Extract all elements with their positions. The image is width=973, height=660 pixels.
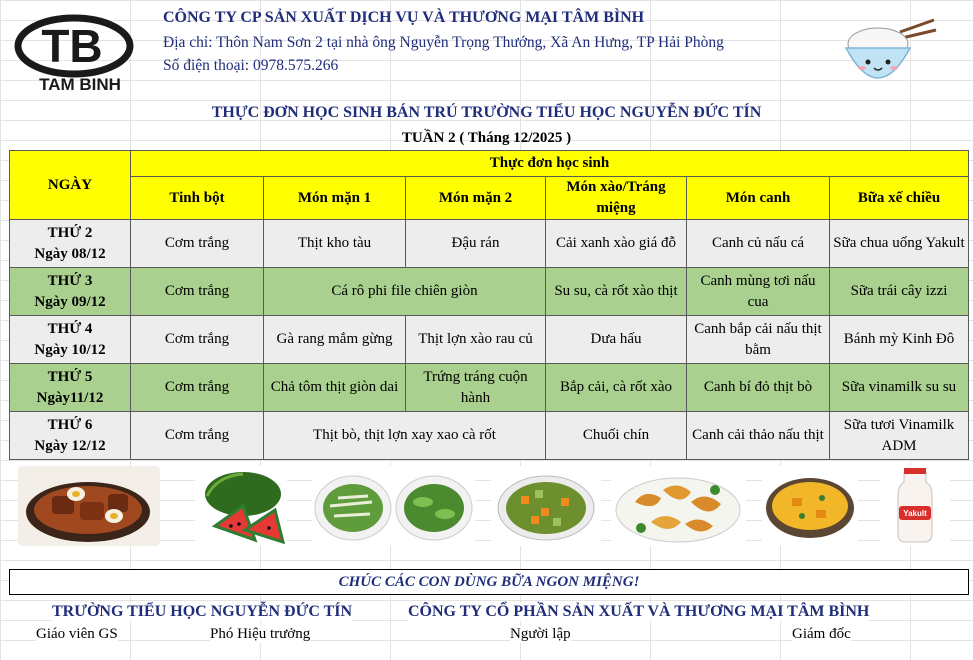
company-phone: Số điện thoại: 0978.575.266: [163, 57, 339, 74]
day-name: THỨ 5: [47, 368, 93, 385]
table-row: [10, 316, 969, 364]
main2-cell: Trứng tráng cuộn hành: [406, 364, 546, 412]
pumpkin-soup-icon: [762, 466, 858, 546]
main1-cell: Chả tôm thịt giòn dai: [264, 364, 406, 412]
fried-fish-icon: [611, 466, 746, 546]
table-row: [10, 364, 969, 412]
snack-cell: Sữa vinamilk su su: [830, 364, 969, 412]
day-cell: [10, 364, 131, 412]
stirfry-cell: Su su, cà rốt xào thịt: [546, 268, 687, 316]
stir-fried-greens-icon: [312, 466, 394, 546]
stirfry-cell: Bắp cải, cà rốt xào: [546, 364, 687, 412]
main1-cell: Thịt kho tàu: [264, 220, 406, 268]
day-name: THỨ 2: [47, 224, 93, 241]
column-header-snack: Bữa xế chiều: [830, 177, 969, 220]
day-date: Ngày11/12: [36, 389, 104, 406]
yakult-label: Yakult: [903, 509, 927, 518]
menu-table: [9, 150, 969, 460]
column-header-main2: Món mặn 2: [406, 177, 546, 220]
snack-cell: Sữa tươi Vinamilk ADM: [830, 412, 969, 460]
snack-cell: Bánh mỳ Kinh Đô: [830, 316, 969, 364]
soup-cell: Canh bắp cải nấu thịt bằm: [687, 316, 830, 364]
stir-fried-chayote-carrot-icon: [491, 466, 601, 546]
soup-cell: Canh củ nấu cá: [687, 220, 830, 268]
main2-cell: Thịt lợn xào rau củ: [406, 316, 546, 364]
rice-bowl-icon: [838, 18, 938, 88]
starch-cell: Cơm trắng: [131, 220, 264, 268]
stir-fried-vegetables-icon: [393, 466, 475, 546]
table-row: [10, 412, 969, 460]
main-merged-cell: Cá rô phi file chiên giòn: [264, 268, 546, 316]
starch-cell: Cơm trắng: [131, 268, 264, 316]
day-name: THỨ 3: [47, 272, 93, 289]
day-date: Ngày 12/12: [34, 437, 106, 454]
school-name: TRƯỜNG TIỂU HỌC NGUYỄN ĐỨC TÍN: [52, 603, 353, 620]
week-title: TUẦN 2 ( Tháng 12/2025 ): [401, 130, 572, 146]
snack-cell: Sữa trái cây izzi: [830, 268, 969, 316]
creator-signature-label: Người lập: [510, 626, 571, 642]
day-cell: [10, 220, 131, 268]
snack-cell: Sữa chua uống Yakult: [830, 220, 969, 268]
vice-principal-signature-label: Phó Hiệu trưởng: [210, 626, 311, 642]
column-header-stirfry: Món xào/Tráng miệng: [546, 177, 687, 220]
main2-cell: Đậu rán: [406, 220, 546, 268]
table-row: [10, 268, 969, 316]
main1-cell: Gà rang mắm gừng: [264, 316, 406, 364]
teacher-signature-label: Giáo viên GS: [36, 626, 118, 642]
day-cell: [10, 412, 131, 460]
starch-cell: Cơm trắng: [131, 364, 264, 412]
day-cell: [10, 268, 131, 316]
day-date: Ngày 10/12: [34, 341, 106, 358]
yakult-bottle-icon: [880, 466, 950, 546]
day-cell: [10, 316, 131, 364]
company-signature-name: CÔNG TY CỔ PHẦN SẢN XUẤT VÀ THƯƠNG MẠI TÂM BÌNH: [408, 603, 870, 620]
stirfry-cell: Cải xanh xào giá đỗ: [546, 220, 687, 268]
company-name: CÔNG TY CP SẢN XUẤT DỊCH VỤ VÀ THƯƠNG MẠI TÂM BÌNH: [163, 9, 645, 26]
main-merged-cell: Thịt bò, thịt lợn xay xao cà rốt: [264, 412, 546, 460]
column-header-starch: Tinh bột: [131, 177, 264, 220]
closing-message: CHÚC CÁC CON DÙNG BỮA NGON MIỆNG!: [9, 569, 969, 595]
table-row: [10, 220, 969, 268]
day-name: THỨ 4: [47, 320, 93, 337]
soup-cell: Canh bí đỏ thịt bò: [687, 364, 830, 412]
company-address: Địa chỉ: Thôn Nam Sơn 2 tại nhà ông Nguyễn Trọng Thướng, Xã An Hưng, TP Hải Phòng: [163, 34, 724, 51]
logo-letters: TB: [41, 20, 103, 72]
column-header-main1: Món mặn 1: [264, 177, 406, 220]
starch-cell: Cơm trắng: [131, 412, 264, 460]
soup-cell: Canh mùng tơi nấu cua: [687, 268, 830, 316]
day-name: THỨ 6: [47, 416, 93, 433]
stirfry-cell: Chuối chín: [546, 412, 687, 460]
menu-title: THỰC ĐƠN HỌC SINH BÁN TRÚ TRƯỜNG TIỂU HỌC NGUYỄN ĐỨC TÍN: [211, 104, 762, 121]
watermelon-icon: [195, 466, 287, 546]
menu-group-header: Thực đơn học sinh: [131, 151, 969, 177]
stirfry-cell: Dưa hấu: [546, 316, 687, 364]
day-date: Ngày 08/12: [34, 245, 106, 262]
soup-cell: Canh cải thảo nấu thịt: [687, 412, 830, 460]
day-header: NGÀY: [10, 151, 131, 220]
logo-text: TAM BINH: [39, 75, 121, 94]
company-logo: [12, 10, 152, 95]
braised-pork-icon: [18, 466, 160, 546]
column-header-soup: Món canh: [687, 177, 830, 220]
starch-cell: Cơm trắng: [131, 316, 264, 364]
director-signature-label: Giám đốc: [792, 626, 851, 642]
day-date: Ngày 09/12: [34, 293, 106, 310]
